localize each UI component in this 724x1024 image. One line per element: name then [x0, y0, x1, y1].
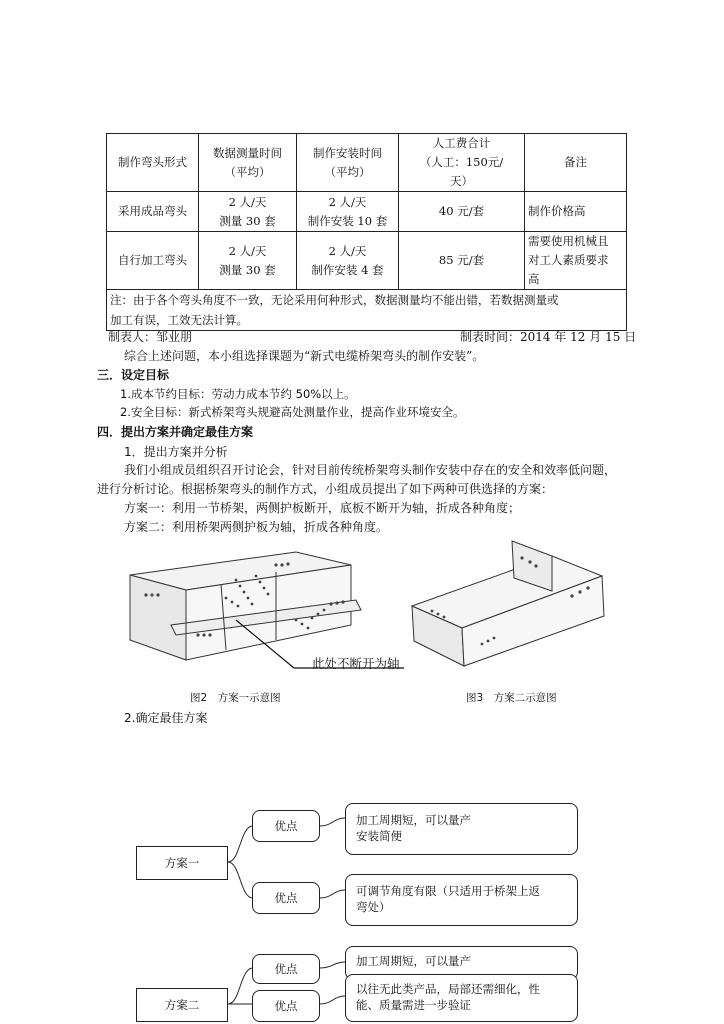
- table-cell: 85 元/套: [399, 232, 525, 290]
- paragraph-line: 进行分析讨论。根据桥架弯头的制作方式，小组成员提出了如下两种可供选择的方案：: [97, 482, 554, 496]
- summary-paragraph: 综合上述问题，本小组选择课题为“新式电缆桥架弯头的制作安装”。: [124, 349, 485, 363]
- advantage-detail: 以往无此类产品，局部还需细化，性 能、质量需进一步验证: [345, 974, 578, 1022]
- plan-two-node: [136, 988, 228, 1022]
- table-maker: 制表人：邹业朋: [108, 330, 193, 344]
- table-cell: 自行加工弯头: [107, 232, 199, 290]
- advantage-tag: 优点: [252, 810, 320, 842]
- advantage-detail: 加工周期短，可以量产 安装简便: [345, 803, 578, 855]
- advantage-tag: 优点: [252, 990, 320, 1022]
- plan-one-label: 方案一: [164, 856, 200, 870]
- figure-annotation: 此处不断开为轴: [312, 656, 400, 671]
- advantage-tag: 优点: [252, 954, 320, 984]
- table-cell: 2 人/天 测量 30 套: [199, 192, 297, 232]
- table-cell: 制作价格高: [525, 192, 627, 232]
- advantage-detail: 加工周期短，可以量产: [345, 946, 578, 980]
- table-header: 人工费合计 （人工：150元/ 天）: [399, 134, 525, 192]
- table-cell: 2 人/天 制作安装 4 套: [297, 232, 399, 290]
- advantage-tag: 优点: [252, 882, 320, 914]
- section-heading: 三．设定目标: [97, 368, 170, 382]
- table-cell: 2 人/天 测量 30 套: [199, 232, 297, 290]
- subsection-heading: 2.确定最佳方案: [124, 711, 208, 725]
- plan-one-text: 方案一：利用一节桥架，两侧护板断开，底板不断开为轴，折成各种角度；: [124, 501, 521, 515]
- figure-caption: 图2 方案一示意图: [190, 692, 281, 704]
- table-cell: 40 元/套: [399, 192, 525, 232]
- advantage-detail: 可调节角度有限（只适用于桥架上返 弯处）: [345, 874, 578, 926]
- table-header: 制作安装时间 （平均）: [297, 134, 399, 192]
- table-cell: 需要使用机械且 对工人素质要求 高: [525, 232, 627, 290]
- table-header: 数据测量时间 （平均）: [199, 134, 297, 192]
- goal-item: 1.成本节约目标：劳动力成本节约 50%以上。: [120, 387, 356, 401]
- table-header: 备注: [525, 134, 627, 192]
- table-date: 制表时间：2014 年 12 月 15 日: [460, 330, 637, 344]
- paragraph-line: 我们小组成员组织召开讨论会，针对目前传统桥架弯头制作安装中存在的安全和效率低问题，: [124, 463, 617, 477]
- goal-item: 2.安全目标：新式桥架弯头规避高处测量作业，提高作业环境安全。: [120, 405, 465, 419]
- table-header: 制作弯头形式: [107, 134, 199, 192]
- figure-caption: 图3 方案二示意图: [466, 692, 557, 704]
- plan-two-text: 方案二：利用桥架两侧护板为轴，折成各种角度。: [124, 520, 389, 534]
- table-cell: 采用成品弯头: [107, 192, 199, 232]
- plan-two-label: 方案二: [164, 998, 200, 1012]
- section-heading: 四．提出方案并确定最佳方案: [97, 425, 254, 439]
- table-cell: 2 人/天 制作安装 10 套: [297, 192, 399, 232]
- table-note: 注：由于各个弯头角度不一致，无论采用何种形式，数据测量均不能出错，若数据测量或 加工有误，工效无法计算。: [107, 290, 627, 331]
- subsection-heading: 1．提出方案并分析: [124, 445, 228, 459]
- plan-one-node: [136, 846, 228, 880]
